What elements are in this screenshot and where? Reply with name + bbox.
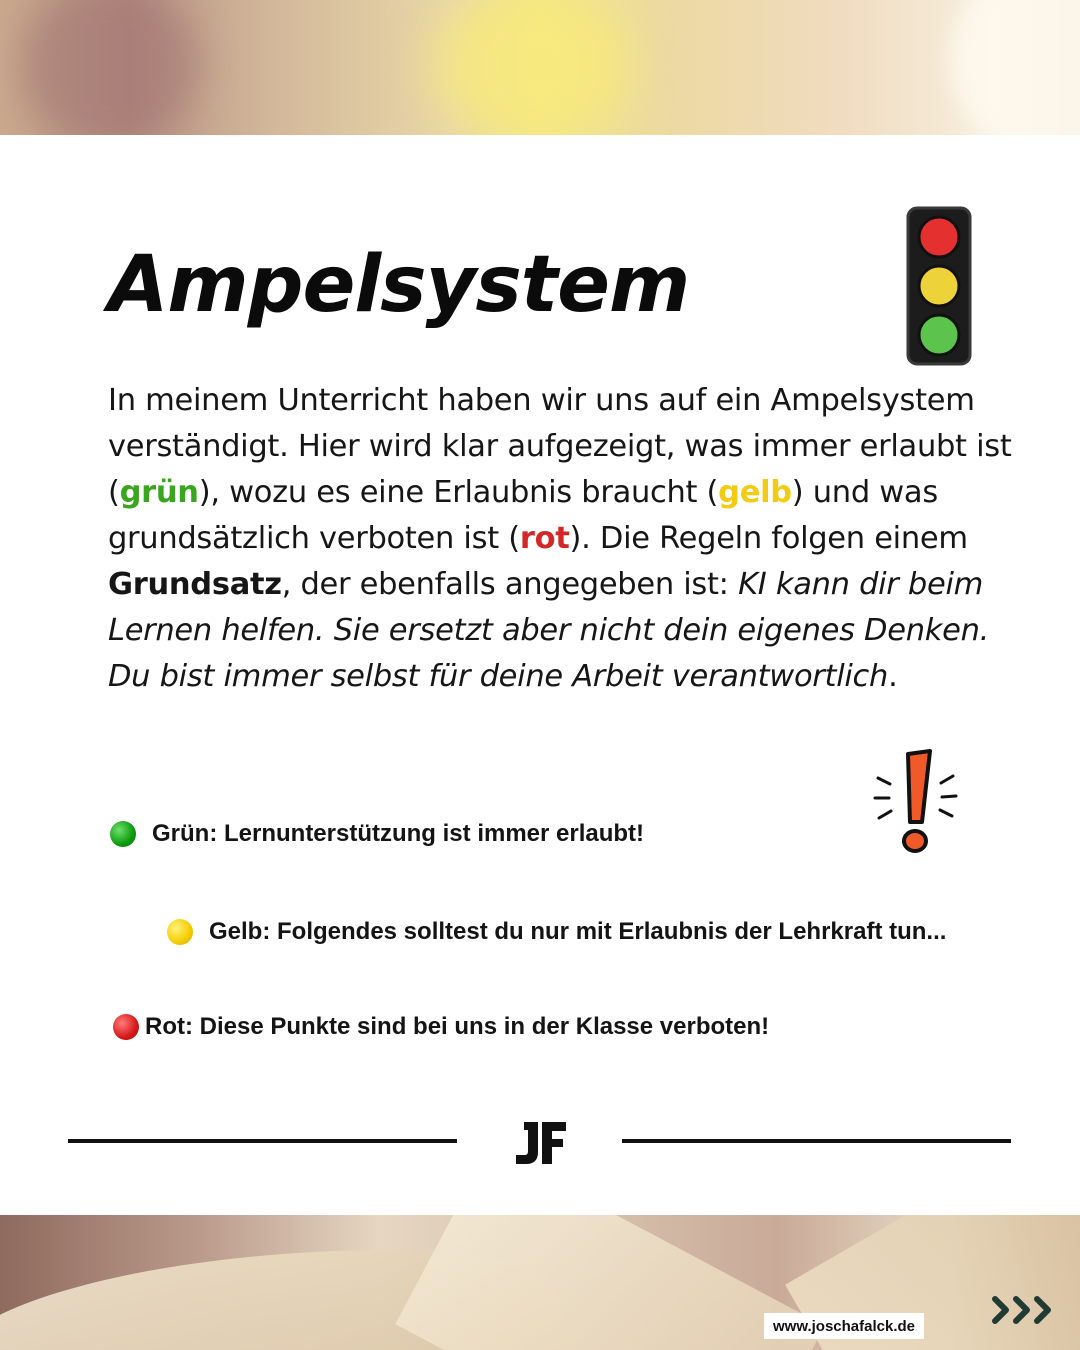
rule-yellow xyxy=(167,918,946,946)
exclamation-icon xyxy=(870,748,960,860)
rule-red xyxy=(113,1013,769,1041)
rule-green-text: Grün: Lernunterstützung ist immer erlaubt! xyxy=(152,820,645,847)
rule-green xyxy=(110,820,644,848)
principle-word: Grundsatz xyxy=(108,567,282,602)
triple-chevron-right-icon[interactable] xyxy=(990,1294,1056,1326)
header-photo xyxy=(0,0,1080,135)
yellow-word: gelb xyxy=(718,475,792,510)
red-word: rot xyxy=(519,521,570,556)
page-title: Ampelsystem xyxy=(108,240,690,330)
red-dot-icon xyxy=(113,1014,139,1040)
yellow-dot-icon xyxy=(167,919,193,945)
intro-paragraph: In meinem Unterricht haben wir uns auf ein Ampelsystem verständigt. Hier wird klar aufgezeigt, was immer erlaubt ist (grün), wozu es eine Erlaubnis braucht (gelb) und was grundsätzlich verboten ist (rot). Die Regeln folgen einem Grundsatz, der ebenfalls angegeben ist: KI kann dir beim Lernen helfen. Sie ersetzt aber nicht dein eigenes Denken. Du bist immer selbst für deine Arbeit verantwortlich. xyxy=(108,383,1012,694)
traffic-light-icon xyxy=(906,206,972,366)
divider-left xyxy=(68,1139,457,1143)
green-word: grün xyxy=(119,475,199,510)
principle-quote: KI kann dir beim Lernen helfen. Sie ersetzt aber nicht dein eigenes Denken. Du bist immer selbst für deine Arbeit verantwortlich xyxy=(108,567,989,694)
website-link[interactable]: www.joschafalck.de xyxy=(764,1313,924,1339)
rule-yellow-text: Gelb: Folgendes solltest du nur mit Erlaubnis der Lehrkraft tun... xyxy=(209,918,947,945)
green-dot-icon xyxy=(110,821,136,847)
divider-right xyxy=(622,1139,1011,1143)
jf-logo xyxy=(510,1118,572,1168)
rule-red-text: Rot: Diese Punkte sind bei uns in der Klasse verboten! xyxy=(145,1013,770,1040)
